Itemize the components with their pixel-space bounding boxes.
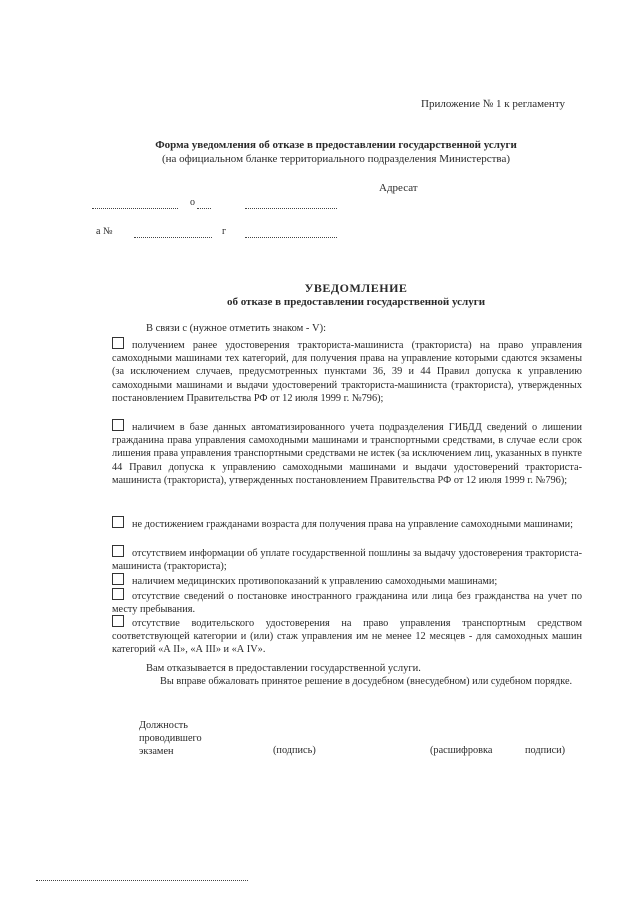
year-mark: г [222,226,227,237]
reason-text: наличием медицинских противопоказаний к управлению самоходными машинами; [132,576,498,587]
reason-text: наличием в базе данных автоматизированного учета подразделения ГИБДД сведений о лишении гражданина права управления самоходными машинами и транспортными средствами, в случае если срок лишения права управления транспортными средствами не истек (за исключением лиц, указанных в пункте 44 Правил допуска к управлению самоходными машинами и выдачи удостоверений тракториста-машиниста (тракториста), утвержденных постановлением Правительства РФ от 12 июля 1999 г. №796); [112,422,582,486]
reason-text: получением ранее удостоверения тракториста-машиниста (тракториста) на право управления самоходными машинами тех категорий, для получения права на управление которыми сдаются экзамены (за исключением случаев, предусмотренных пунктами 36, 39 и 44 Правил допуска к управлению самоходными машинами и выдачи удостоверений тракториста-машиниста (тракториста), утвержденных постановлением Правительства РФ от 12 июля 1999 г. №796); [112,340,582,404]
checkbox-icon[interactable] [112,516,124,528]
form-title: Форма уведомления об отказе в предоставлении государственной услуги [155,139,517,151]
addressee-line-1 [245,208,337,209]
checkbox-icon[interactable] [112,588,124,600]
notice-title: УВЕДОМЛЕНИЕ [304,281,408,295]
signatory-position: Должность проводившего экзамен [139,720,202,758]
number-label: а № [96,226,113,237]
reason-text: отсутствие водительского удостоверения на право управления транспортным средством соответствующей категории и (или) стаж управления им не менее 12 месяцев - для самоходных машин категорий «А II», «А III» и «А IV». [112,618,582,656]
reason-text: отсутствие сведений о постановке иностранного гражданина или лица без гражданства на учет по месту пребывания. [112,591,582,616]
addressee-label: Адресат [379,182,418,194]
signature-label: (подпись) [273,745,316,756]
reason-item-7 [112,615,582,657]
checkbox-icon[interactable] [112,573,124,585]
date-month-line [197,208,211,209]
notice-intro: В связи с (нужное отметить знаком - V): [146,323,327,334]
reason-item-2 [112,419,582,487]
checkbox-icon[interactable] [112,337,124,349]
footer-line [36,880,248,881]
addressee-line-2 [245,237,337,238]
appendix-label: Приложение № 1 к регламенту [421,98,565,110]
reason-text: не достижением гражданами возраста для получения права на управление самоходными машинами; [132,519,574,530]
appeal-statement: Вы вправе обжаловать принятое решение в досудебном (внесудебном) или судебном порядке. [160,676,573,687]
reason-item-4 [112,545,582,573]
reason-item-3 [112,516,582,531]
form-subtitle: (на официальном бланке территориального подразделения Министерства) [161,153,511,165]
notice-subtitle: об отказе в предоставлении государственной услуги [226,296,486,308]
number-line [134,237,212,238]
checkbox-icon[interactable] [112,545,124,557]
date-mark: о [190,197,195,208]
reason-item-1 [112,337,582,405]
refusal-statement: Вам отказывается в предоставлении государственной услуги. [146,663,421,674]
signature-decode-label: (расшифровка подписи) [430,745,566,756]
reason-item-5 [112,573,582,588]
reason-item-6 [112,588,582,616]
checkbox-icon[interactable] [112,615,124,627]
date-day-line [92,208,178,209]
checkbox-icon[interactable] [112,419,124,431]
reason-text: отсутствием информации об уплате государственной пошлины за выдачу удостоверения тракториста-машиниста (тракториста); [112,548,582,573]
